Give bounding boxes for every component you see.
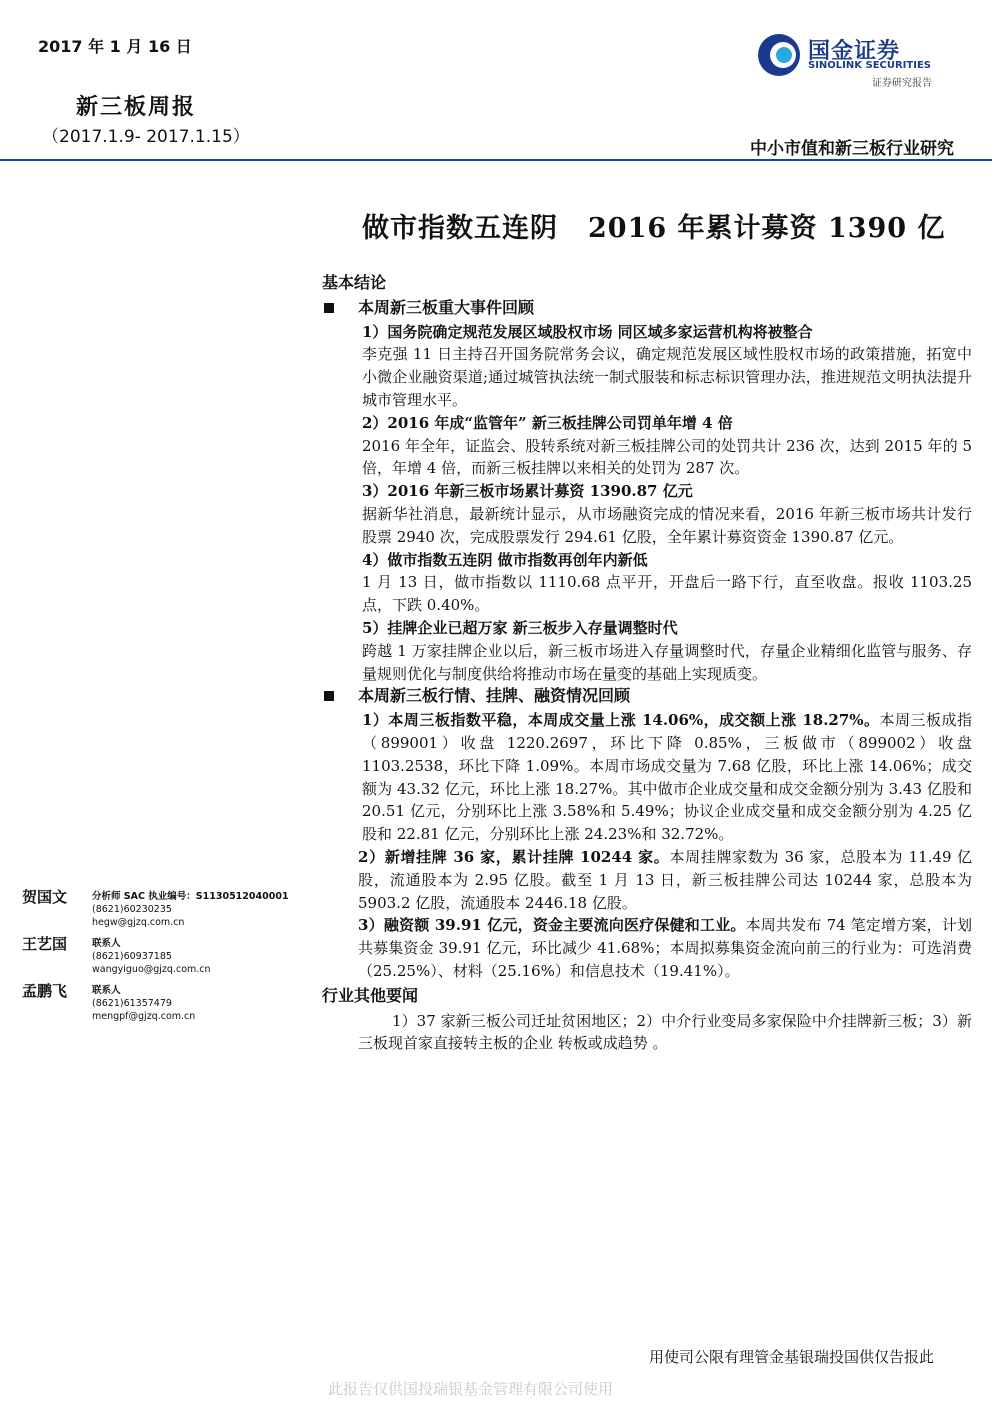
header-divider [0, 159, 992, 161]
event-title: 5）挂牌企业已超万家 新三板步入存量调整时代 [362, 618, 678, 637]
analyst-name: 孟鹏飞 [22, 982, 68, 1000]
analyst-info [92, 937, 211, 976]
analyst-role: 联系人 [92, 938, 121, 949]
industry-label: 中小市值和新三板行业研究 [750, 139, 954, 159]
market-lead: 1）本周三板指数平稳，本周成交量上涨 14.06%，成交额上涨 18.27%。 [362, 711, 880, 730]
section-basic-heading: 基本结论 [322, 273, 387, 292]
main-title-part1: 做市指数五连阴 [362, 213, 558, 244]
logo-cn: 国金证券 [808, 39, 901, 64]
analyst-email: wangyiguo@gjzq.com.cn [92, 964, 211, 975]
analyst-card [22, 980, 302, 1027]
market-text: 本周共发布 74 笔定增方案，计划共募集资金 39.91 亿元，环比减少 41.68%；本周拟募集资金流向前三的行业为：可选消费（25.25%）、材料（25.16%）和信息技术（19.41%）。 [358, 916, 973, 980]
market-lead: 3）融资额 39.91 亿元，资金主要流向医疗保健和工业。 [358, 916, 746, 935]
event-title: 2）2016 年成“监管年” 新三板挂牌公司罚单年增 4 倍 [362, 413, 733, 432]
section-market-heading: 本周新三板行情、挂牌、融资情况回顾 [322, 685, 972, 708]
square-bullet-icon [324, 691, 334, 701]
market-lead: 2）新增挂牌 36 家，累计挂牌 10244 家。 [358, 847, 670, 866]
market-text: 本周三板成指（899001）收盘 1220.2697，环比下降 0.85%，三板做市（899002）收盘 1103.2538，环比下降 1.09%。本周市场成交量为 7.68 亿股，环比上涨 14.06%；成交额为 43.32 亿元，环比上涨 18.27%。其中做市企业成交量和成交金额分别为 3.43 亿股和 20.51 亿元，分别环比上涨 3.58%和 5.49%；协议企业成交量和成交金额分别为 4.25 亿股和 22.81 亿元，分别环比上涨 24.23%和 32.72%。 [362, 711, 972, 844]
market-paragraph [322, 846, 972, 914]
market-paragraph [322, 914, 972, 982]
analyst-email: hegw@gjzq.com.cn [92, 917, 185, 928]
analyst-phone: (8621)60937185 [92, 951, 172, 962]
market-text: 本周挂牌家数为 36 家，总股本为 11.49 亿股，流通股本为 2.95 亿股。截至 1 月 13 日，新三板挂牌公司达 10244 家，总股本为 5903.2 亿股，流通股本 2446.18 亿股。 [358, 847, 973, 912]
analyst-info [92, 890, 289, 929]
event-text: 1 月 13 日，做市指数以 1110.68 点平开，开盘后一路下行，直至收盘。报收 1103.25 点，下跌 0.40%。 [362, 573, 972, 615]
analyst-info [92, 984, 195, 1023]
watermark: 此报告仅供国投瑞银基金管理有限公司使用 [328, 1380, 614, 1398]
analyst-phone: (8621)60230235 [92, 904, 172, 915]
main-title-part2: 2016 年累计募资 1390 亿 [588, 213, 946, 244]
company-logo [756, 30, 956, 90]
analyst-phone: (8621)61357479 [92, 998, 172, 1009]
event-text: 跨越 1 万家挂牌企业以后，新三板市场进入存量调整时代，存量企业精细化监管与服务、存量规则优化与制度供给将推动市场在量变的基础上实现质变。 [362, 641, 972, 683]
analyst-name: 王艺国 [22, 935, 68, 953]
analyst-role: 联系人 [92, 985, 121, 996]
analyst-card [22, 886, 302, 933]
section-events-heading: 本周新三板重大事件回顾 [322, 297, 972, 320]
analyst-email: mengpf@gjzq.com.cn [92, 1011, 196, 1022]
report-date: 2017 年 1 月 16 日 [38, 37, 192, 56]
main-title [362, 206, 946, 245]
logo-subtitle: 证券研究报告 [872, 78, 932, 89]
market-paragraph [322, 709, 972, 846]
logo-en: SINOLINK SECURITIES [808, 60, 931, 71]
event-text: 李克强 11 日主持召开国务院常务会议，确定规范发展区域性股权市场的政策措施，拓宽中小微企业融资渠道;通过城管执法统一制式服装和标志标识管理办法，推进规范文明执法提升城市管理水平。 [362, 345, 972, 409]
square-bullet-icon [324, 303, 334, 313]
section-other-heading: 行业其他要闻 [322, 985, 419, 1005]
report-body [322, 272, 972, 1055]
event-title: 1）国务院确定规范发展区域股权市场 同区域多家运营机构将被整合 [362, 322, 813, 341]
event-text: 2016 年全年，证监会、股转系统对新三板挂牌公司的处罚共计 236 次，达到 2015 年的 5 倍，年增 4 倍，而新三板挂牌以来相关的处罚为 287 次。 [362, 436, 972, 478]
footer-disclaimer: 用使司公限有理管金基银瑞投国供仅告报此 [648, 1348, 934, 1366]
analyst-list [22, 886, 302, 1027]
event-title: 3）2016 年新三板市场累计募资 1390.87 亿元 [362, 482, 693, 501]
analyst-name: 贺国文 [22, 888, 68, 906]
event-title: 4）做市指数五连阴 做市指数再创年内新低 [362, 550, 648, 569]
analyst-card [22, 933, 302, 980]
report-period: （2017.1.9- 2017.1.15） [42, 127, 250, 147]
logo-mark-icon [756, 32, 802, 78]
analyst-role: 分析师 SAC 执业编号：S1130512040001 [92, 891, 289, 902]
other-news-text: 1）37 家新三板公司迁址贫困地区；2）中介行业变局多家保险中介挂牌新三板；3）新三板现首家直接转主板的企业 转板或成趋势 。 [358, 1011, 972, 1053]
event-text: 据新华社消息，最新统计显示，从市场融资完成的情况来看，2016 年新三板市场共计发行股票 2940 次，完成股票发行 294.61 亿股，全年累计募资资金 1390.87 亿元。 [362, 504, 972, 546]
report-type: 新三板周报 [76, 94, 197, 120]
